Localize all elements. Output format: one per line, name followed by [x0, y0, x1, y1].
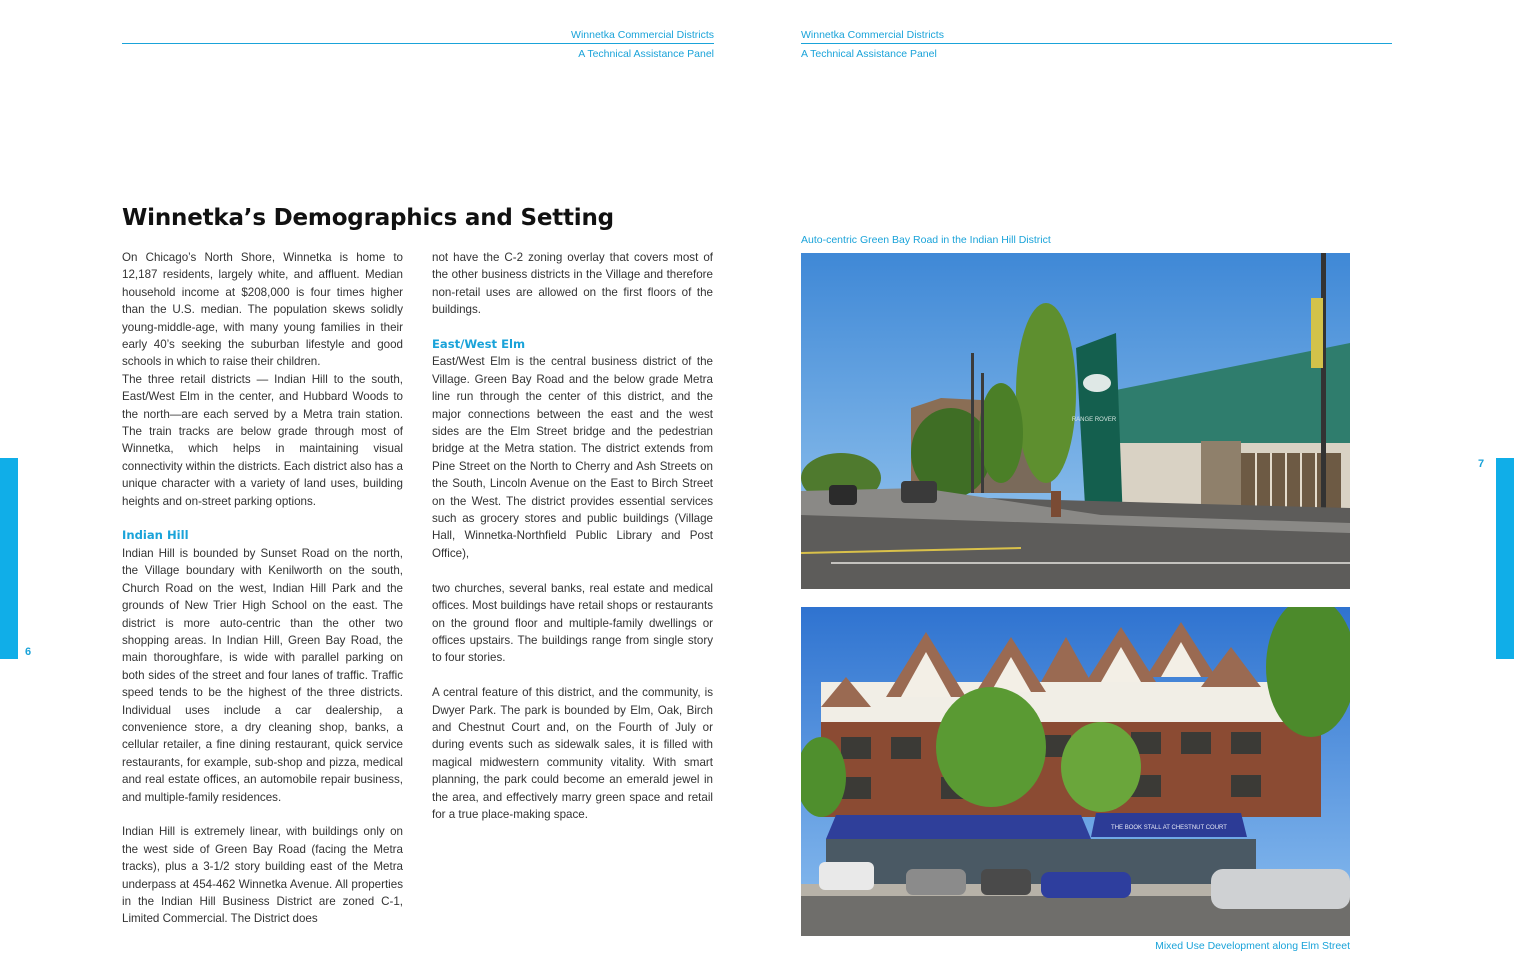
dwyer-park-paragraph: A central feature of this district, and the community, is Dwyer Park. The park is bounded by Elm, Oak, Birch and Chestnut Court and, on the Fourth of July or during events such as sidewalk sales, it is filled with magical midwestern community vitality. With smart planning, the park could become an emerald jewel in the area, and effectively marry green space and retail for a true place-making space. — [432, 686, 713, 821]
page-number-right: 7 — [1478, 458, 1485, 470]
districts-paragraph: The three retail districts — Indian Hill to the south, East/West Elm in the center, and Hubbard Woods to the north—are each served by a Metra train station. The train tracks are below grade through most of Winnetka, which helps in maintaining visual connectivity within the districts. Each district also has a unique character with a variety of land uses, building heights and on-street parking options. — [122, 372, 403, 508]
indian-hill-linear-paragraph: Indian Hill is extremely linear, with buildings only on the west side of Green Bay Road (facing the Metra tracks), plus a 3-1/2 story building east of the Metra underpass at 454-462 Winnetka Avenue. All properties in the Indian Hill Business District are zoned C-1, Limited Commercial. The District does — [122, 825, 403, 926]
photo-elm-street — [801, 607, 1350, 936]
text-column-2 — [432, 249, 713, 823]
header-subtitle-left: A Technical Assistance Panel — [578, 48, 714, 60]
east-west-elm-heading: East/West Elm — [432, 337, 526, 352]
photo-green-bay-road — [801, 253, 1350, 589]
awning-text: THE BOOK STALL AT CHESTNUT COURT — [1111, 825, 1227, 831]
intro-paragraph: On Chicago’s North Shore, Winnetka is home to 12,187 residents, largely white, and affluent. Median household income at $208,000 is four times higher than the U.S. median. The population skews solidly young-middle-age, with many young families in their early 40’s seeking the suburban lifestyle and good schools in which to raise their children. — [122, 251, 403, 369]
running-header-left — [122, 26, 714, 60]
photo-caption-bottom: Mixed Use Development along Elm Street — [1155, 940, 1350, 952]
text-column-1 — [122, 249, 403, 928]
page-tab-left — [0, 458, 18, 659]
continued-paragraph: not have the C-2 zoning overlay that covers most of the other business districts in the Village and therefore non-retail uses are allowed on the first floors of the buildings. — [432, 251, 713, 317]
running-header-right — [801, 26, 1392, 60]
page-title: Winnetka’s Demographics and Setting — [122, 205, 614, 231]
east-west-elm-paragraph-2: two churches, several banks, real estate and medical offices. Most buildings have retail shops or restaurants on the ground floor and multiple-family dwellings or offices upstairs. The buildings range from single story to four stories. — [432, 581, 713, 665]
east-west-elm-paragraph: East/West Elm is the central business district of the Village. Green Bay Road and the below grade Metra line run through the center of this district, and the major connections between the east and the west sides are the Elm Street bridge and the pedestrian bridge at the Metra station. The district extends from Pine Street on the North to Cherry and Ash Streets on the South, Lincoln Avenue on the East to Birch Street on the West. The district provides essential services such as grocery stores and public buildings (Village Hall, Winnetka-Northfield Public Library and Post Office), — [432, 355, 713, 560]
header-title-left: Winnetka Commercial Districts — [571, 29, 714, 41]
dealer-sign-text: RANGE ROVER — [1071, 417, 1117, 423]
indian-hill-heading: Indian Hill — [122, 528, 189, 543]
header-title-right: Winnetka Commercial Districts — [801, 29, 944, 41]
page-number-left: 6 — [25, 646, 32, 658]
header-subtitle-right: A Technical Assistance Panel — [801, 48, 937, 60]
indian-hill-paragraph: Indian Hill is bounded by Sunset Road on the north, the Village boundary with Kenilworth on the south, Church Road on the west, Indian Hill Park and the grounds of New Trier High School on the east. The district is more auto-centric than the other two shopping areas. In Indian Hill, Green Bay Road, the main thoroughfare, is wide with parallel parking on both sides of the street and four lanes of traffic. Traffic speed tends to be the highest of the three districts. Individual uses include a car dealership, a convenience store, a dry cleaning shop, banks, a cellular retailer, a fine dining restaurant, quick service restaurants, for example, sub-shop and pizza, medical and real estate offices, an automobile repair business, and multiple-family residences. — [122, 546, 403, 804]
page-tab-right — [1496, 458, 1514, 659]
photo-caption-top: Auto-centric Green Bay Road in the Indian Hill District — [801, 234, 1051, 246]
